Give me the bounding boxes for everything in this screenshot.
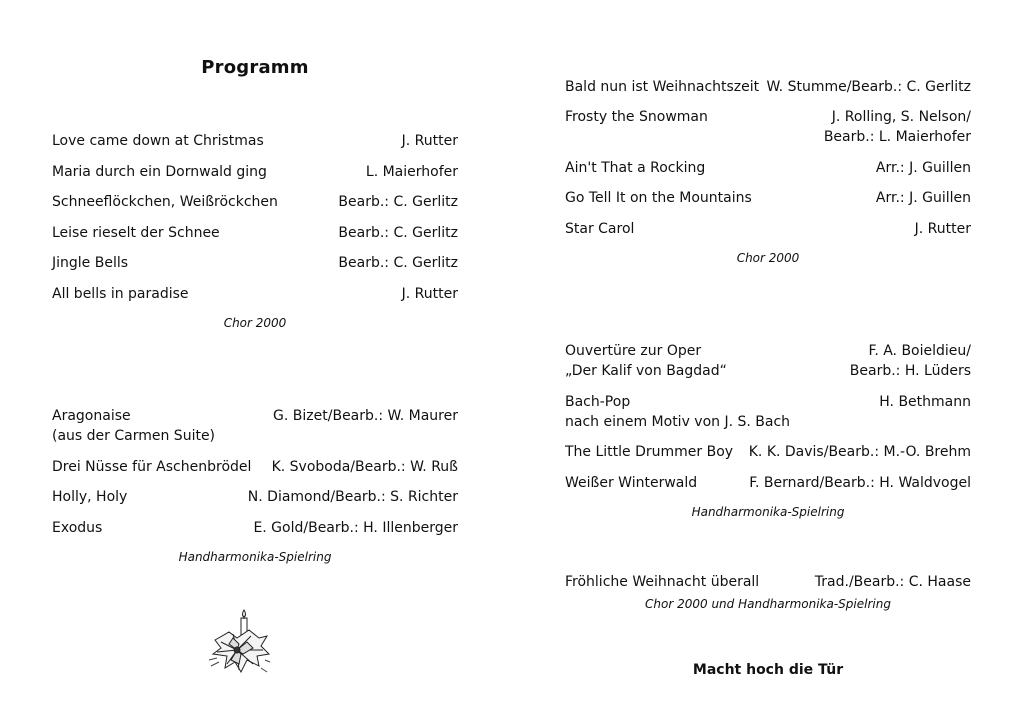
program-entry: [52, 457, 458, 477]
piece-title: Leise rieselt der Schnee: [52, 225, 220, 241]
piece-title: Weißer Winterwald: [565, 475, 698, 491]
composer-line2: Bearb.: L. Maierhofer: [823, 129, 971, 145]
composer: J. Rutter: [401, 286, 458, 302]
piece-title: Ain't That a Rocking: [565, 160, 706, 176]
composer: [824, 107, 971, 147]
composer: N. Diamond/Bearb.: S. Richter: [247, 489, 458, 505]
program-entry: [565, 442, 971, 462]
piece-title: Drei Nüsse für Aschenbrödel: [52, 459, 252, 475]
program-entry: [52, 192, 458, 212]
composer: J. Rutter: [401, 133, 458, 149]
performer-label: Chor 2000: [223, 316, 287, 330]
program-entry: [52, 162, 458, 182]
piece-title: Maria durch ein Dornwald ging: [52, 164, 267, 180]
piece-title: Schneeflöckchen, Weißröckchen: [52, 194, 278, 210]
performer-label: Chor 2000 und Handharmonika-Spielring: [645, 597, 891, 611]
program-entry: [565, 107, 971, 147]
composer: [850, 341, 971, 381]
composer: K. Svoboda/Bearb.: W. Ruß: [271, 459, 458, 475]
piece-title: Jingle Bells: [52, 255, 129, 271]
composer: Bearb.: C. Gerlitz: [338, 255, 458, 271]
piece-title-line1: Bach-Pop: [565, 394, 631, 410]
composer: Arr.: J. Guillen: [875, 160, 971, 176]
program-entry: [565, 77, 971, 97]
composer: Bearb.: C. Gerlitz: [338, 194, 458, 210]
composer-line2: Bearb.: H. Lüders: [849, 363, 971, 379]
page-title: Programm: [201, 57, 309, 78]
composer-line1: J. Rolling, S. Nelson/: [831, 109, 971, 125]
composer: Bearb.: C. Gerlitz: [338, 225, 458, 241]
piece-title-line2: (aus der Carmen Suite): [52, 428, 216, 444]
program-entry: [52, 406, 458, 446]
composer: F. Bernard/Bearb.: H. Waldvogel: [749, 475, 971, 491]
piece-title: Bald nun ist Weihnachtszeit: [565, 79, 760, 95]
composer: W. Stumme/Bearb.: C. Gerlitz: [766, 79, 971, 95]
composer: G. Bizet/Bearb.: W. Maurer: [273, 408, 458, 424]
program-entry: [565, 572, 971, 592]
piece-title: The Little Drummer Boy: [565, 444, 734, 460]
piece-title: Exodus: [52, 520, 103, 536]
piece-title: All bells in paradise: [52, 286, 189, 302]
piece-title: [565, 392, 790, 432]
piece-title: Go Tell It on the Mountains: [565, 190, 752, 206]
composer: J. Rutter: [914, 221, 971, 237]
composer: E. Gold/Bearb.: H. Illenberger: [253, 520, 458, 536]
program-entry: [52, 487, 458, 507]
program-entry: [565, 219, 971, 239]
program-entry: [565, 341, 971, 381]
composer: Trad./Bearb.: C. Haase: [814, 574, 971, 590]
program-entry: [52, 223, 458, 243]
performer-label: Chor 2000: [736, 251, 800, 265]
program-entry: [565, 473, 971, 493]
composer: Arr.: J. Guillen: [875, 190, 971, 206]
program-entry: [565, 158, 971, 178]
piece-title-line2: „Der Kalif von Bagdad“: [565, 363, 727, 379]
piece-title-line2: nach einem Motiv von J. S. Bach: [565, 414, 791, 430]
composer: K. K. Davis/Bearb.: M.-O. Brehm: [748, 444, 971, 460]
piece-title: [52, 406, 215, 446]
composer: H. Bethmann: [879, 394, 971, 410]
piece-title: Star Carol: [565, 221, 635, 237]
piece-title: Love came down at Christmas: [52, 133, 264, 149]
performer-label: Handharmonika-Spielring: [691, 505, 845, 519]
performer-label: Handharmonika-Spielring: [178, 550, 332, 564]
piece-title: Frosty the Snowman: [565, 109, 708, 125]
composer-line1: F. A. Boieldieu/: [868, 343, 971, 359]
piece-title: Fröhliche Weihnacht überall: [565, 574, 760, 590]
composer: L. Maierhofer: [365, 164, 458, 180]
poinsettia-candle-icon: [207, 608, 271, 678]
program-entry: [52, 131, 458, 151]
program-entry: [565, 392, 971, 432]
program-entry: [52, 518, 458, 538]
piece-title: Holly, Holy: [52, 489, 128, 505]
program-entry: [565, 188, 971, 208]
program-entry: [52, 284, 458, 304]
finale-title: Macht hoch die Tür: [692, 662, 844, 678]
piece-title-line1: Aragonaise: [52, 408, 131, 424]
program-entry: [52, 253, 458, 273]
piece-title: [565, 341, 727, 381]
piece-title-line1: Ouvertüre zur Oper: [565, 343, 702, 359]
